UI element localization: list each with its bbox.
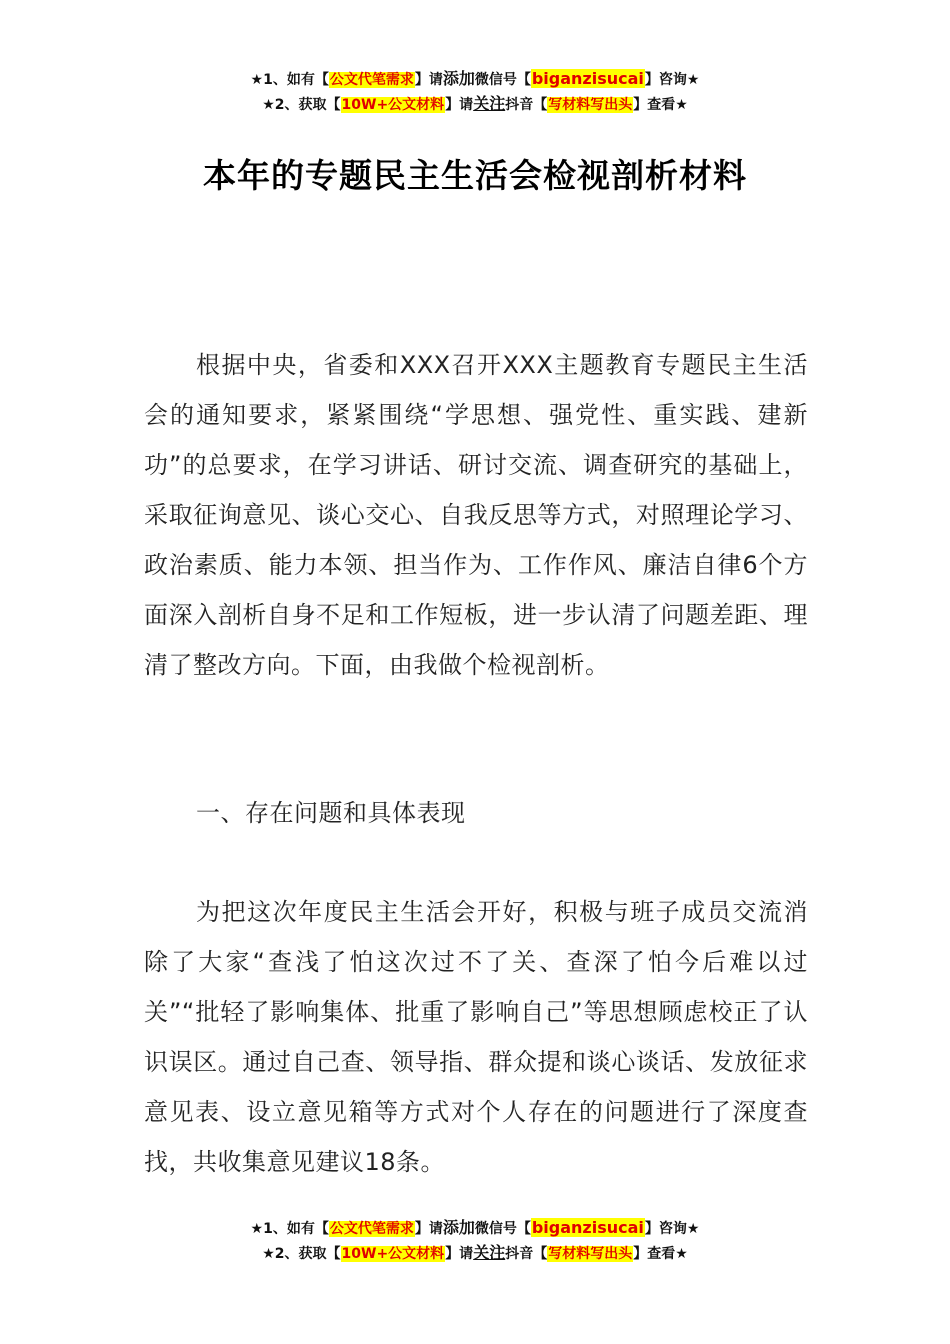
body-paragraph-2: 为把这次年度民主生活会开好，积极与班子成员交流消除了大家“查浅了怕这次过不了关、查深了怕今后难以过关”“批轻了影响集体、批重了影响自己”等思想顾虑校正了认识误区。通过自己查、领导指、群众提和谈心谈话、发放征求意见表、设立意见箱等方式对个人存在的问题进行了深度查找，共收集意见建议18条。 bbox=[144, 898, 808, 1176]
highlight-tag: 公文代笔需求 bbox=[329, 72, 414, 88]
banner-text: 】请 bbox=[414, 1221, 443, 1237]
wechat-id-highlight: biganzisucai bbox=[531, 1218, 644, 1237]
banner-emphasis: 添加 bbox=[442, 1218, 475, 1237]
section-heading-1: 一、存在问题和具体表现 bbox=[196, 799, 466, 827]
banner-emphasis: 关注 bbox=[473, 1243, 506, 1262]
banner-text: 微信号【 bbox=[474, 1221, 531, 1237]
banner-line-1 bbox=[0, 67, 950, 92]
banner-text: 微信号【 bbox=[474, 72, 531, 88]
banner-text: ★2、获取【 bbox=[262, 97, 341, 113]
banner-line-1 bbox=[0, 1216, 950, 1241]
douyin-highlight: 写材料写出头 bbox=[548, 1246, 633, 1262]
douyin-highlight: 写材料写出头 bbox=[548, 97, 633, 113]
highlight-tag: 10W+公文材料 bbox=[341, 97, 445, 113]
banner-text: 抖音【 bbox=[505, 97, 548, 113]
banner-emphasis: 关注 bbox=[473, 94, 506, 113]
banner-text: ★1、如有【 bbox=[250, 72, 329, 88]
wechat-id-highlight: biganzisucai bbox=[531, 69, 644, 88]
banner-text: 】查看★ bbox=[633, 97, 688, 113]
banner-text: ★1、如有【 bbox=[250, 1221, 329, 1237]
body-paragraph-1: 根据中央，省委和XXX召开XXX主题教育专题民主生活会的通知要求，紧紧围绕“学思想、强党性、重实践、建新功”的总要求，在学习讲话、研讨交流、调查研究的基础上，采取征询意见、谈心交心、自我反思等方式，对照理论学习、政治素质、能力本领、担当作为、工作作风、廉洁自律6个方面深入剖析自身不足和工作短板，进一步认清了问题差距、理清了整改方向。下面，由我做个检视剖析。 bbox=[144, 351, 808, 679]
banner-line-2 bbox=[0, 1241, 950, 1266]
highlight-tag: 公文代笔需求 bbox=[329, 1221, 414, 1237]
banner-text: 】咨询★ bbox=[644, 72, 700, 88]
banner-text: 】查看★ bbox=[633, 1246, 688, 1262]
banner-text: 抖音【 bbox=[505, 1246, 548, 1262]
banner-text: 】咨询★ bbox=[644, 1221, 700, 1237]
header-banner bbox=[0, 67, 950, 117]
highlight-tag: 10W+公文材料 bbox=[341, 1246, 445, 1262]
document-title: 本年的专题民主生活会检视剖析材料 bbox=[203, 156, 747, 195]
banner-emphasis: 添加 bbox=[442, 69, 475, 88]
banner-text: ★2、获取【 bbox=[262, 1246, 341, 1262]
banner-text: 】请 bbox=[414, 72, 443, 88]
banner-text: 】请 bbox=[445, 1246, 474, 1262]
banner-text: 】请 bbox=[445, 97, 474, 113]
footer-banner bbox=[0, 1216, 950, 1266]
banner-line-2 bbox=[0, 92, 950, 117]
